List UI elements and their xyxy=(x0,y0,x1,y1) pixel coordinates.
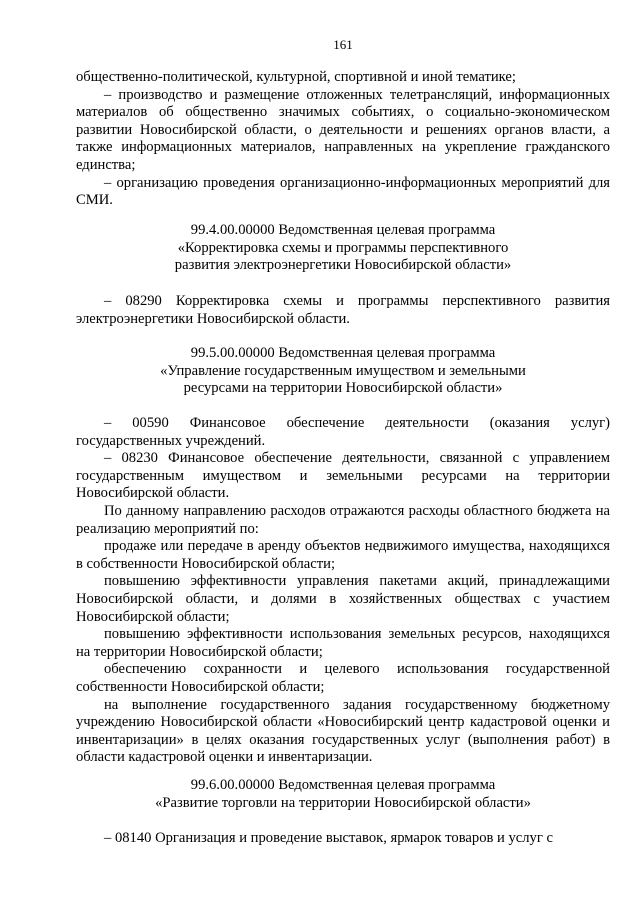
section-heading-99-6 xyxy=(76,777,610,812)
paragraph: повышению эффективности управления пакетами акций, принадлежащими Новосибирской области, и долями в хозяйственных обществах с участием Новосибирской области; xyxy=(76,573,610,625)
paragraph: продаже или передаче в аренду объектов недвижимого имущества, находящихся в собственности Новосибирской области; xyxy=(76,538,610,572)
heading-line: «Развитие торговли на территории Новосибирской области» xyxy=(155,794,531,811)
section-heading-99-5 xyxy=(76,345,610,398)
heading-line: 99.5.00.00000 Ведомственная целевая программа xyxy=(190,345,496,361)
heading-line: «Корректировка схемы и программы перспективного xyxy=(177,239,509,256)
paragraph: По данному направлению расходов отражаются расходы областного бюджета на реализацию мероприятий по: xyxy=(76,502,610,537)
section-99-5-text xyxy=(76,415,610,767)
paragraph: повышению эффективности использования земельных ресурсов, находящихся на территории Новосибирской области; xyxy=(76,626,610,660)
section-heading-99-4 xyxy=(76,222,610,275)
heading-line: развития электроэнергетики Новосибирской области» xyxy=(174,257,512,274)
page-number: 161 xyxy=(333,37,353,52)
paragraph: – 08230 Финансовое обеспечение деятельности, связанной с управлением государственным имуществом и земельными ресурсами на территории Новосибирской области. xyxy=(76,450,610,502)
section-99-4-text xyxy=(76,293,610,328)
section-99-6-text xyxy=(76,830,610,848)
paragraph: на выполнение государственного задания государственному бюджетному учреждению Новосибирской области «Новосибирский центр кадастровой оценки и инвентаризации» в целях оказания государственных услуг (выполнения работ) в области кадастровой оценки и инвентаризации. xyxy=(76,696,610,766)
paragraph: – производство и размещение отложенных телетрансляций, информационных материалов об общественно значимых событиях, о социально-экономическом развитии Новосибирской области, о деятельности и решениях органов власти, а также информационных материалов, направленных на укрепление гражданского единства; xyxy=(76,86,610,173)
intro-text-block xyxy=(76,69,610,210)
paragraph: обеспечению сохранности и целевого использования государственной собственности Новосибирской области; xyxy=(76,661,610,695)
paragraph: – 00590 Финансовое обеспечение деятельности (оказания услуг) государственных учреждений. xyxy=(76,415,610,449)
paragraph: общественно-политической, культурной, спортивной и иной тематике; xyxy=(76,69,516,85)
paragraph: – 08290 Корректировка схемы и программы перспективного развития электроэнергетики Новосибирской области. xyxy=(76,293,610,327)
paragraph: – 08140 Организация и проведение выставок, ярмарок товаров и услуг с xyxy=(104,830,553,846)
heading-line: 99.4.00.00000 Ведомственная целевая программа xyxy=(190,222,496,238)
paragraph: – организацию проведения организационно-информационных мероприятий для СМИ. xyxy=(76,174,610,209)
heading-line: 99.6.00.00000 Ведомственная целевая программа xyxy=(190,777,496,793)
heading-line: «Управление государственным имуществом и земельными xyxy=(160,362,526,379)
heading-line: ресурсами на территории Новосибирской области» xyxy=(183,380,503,397)
